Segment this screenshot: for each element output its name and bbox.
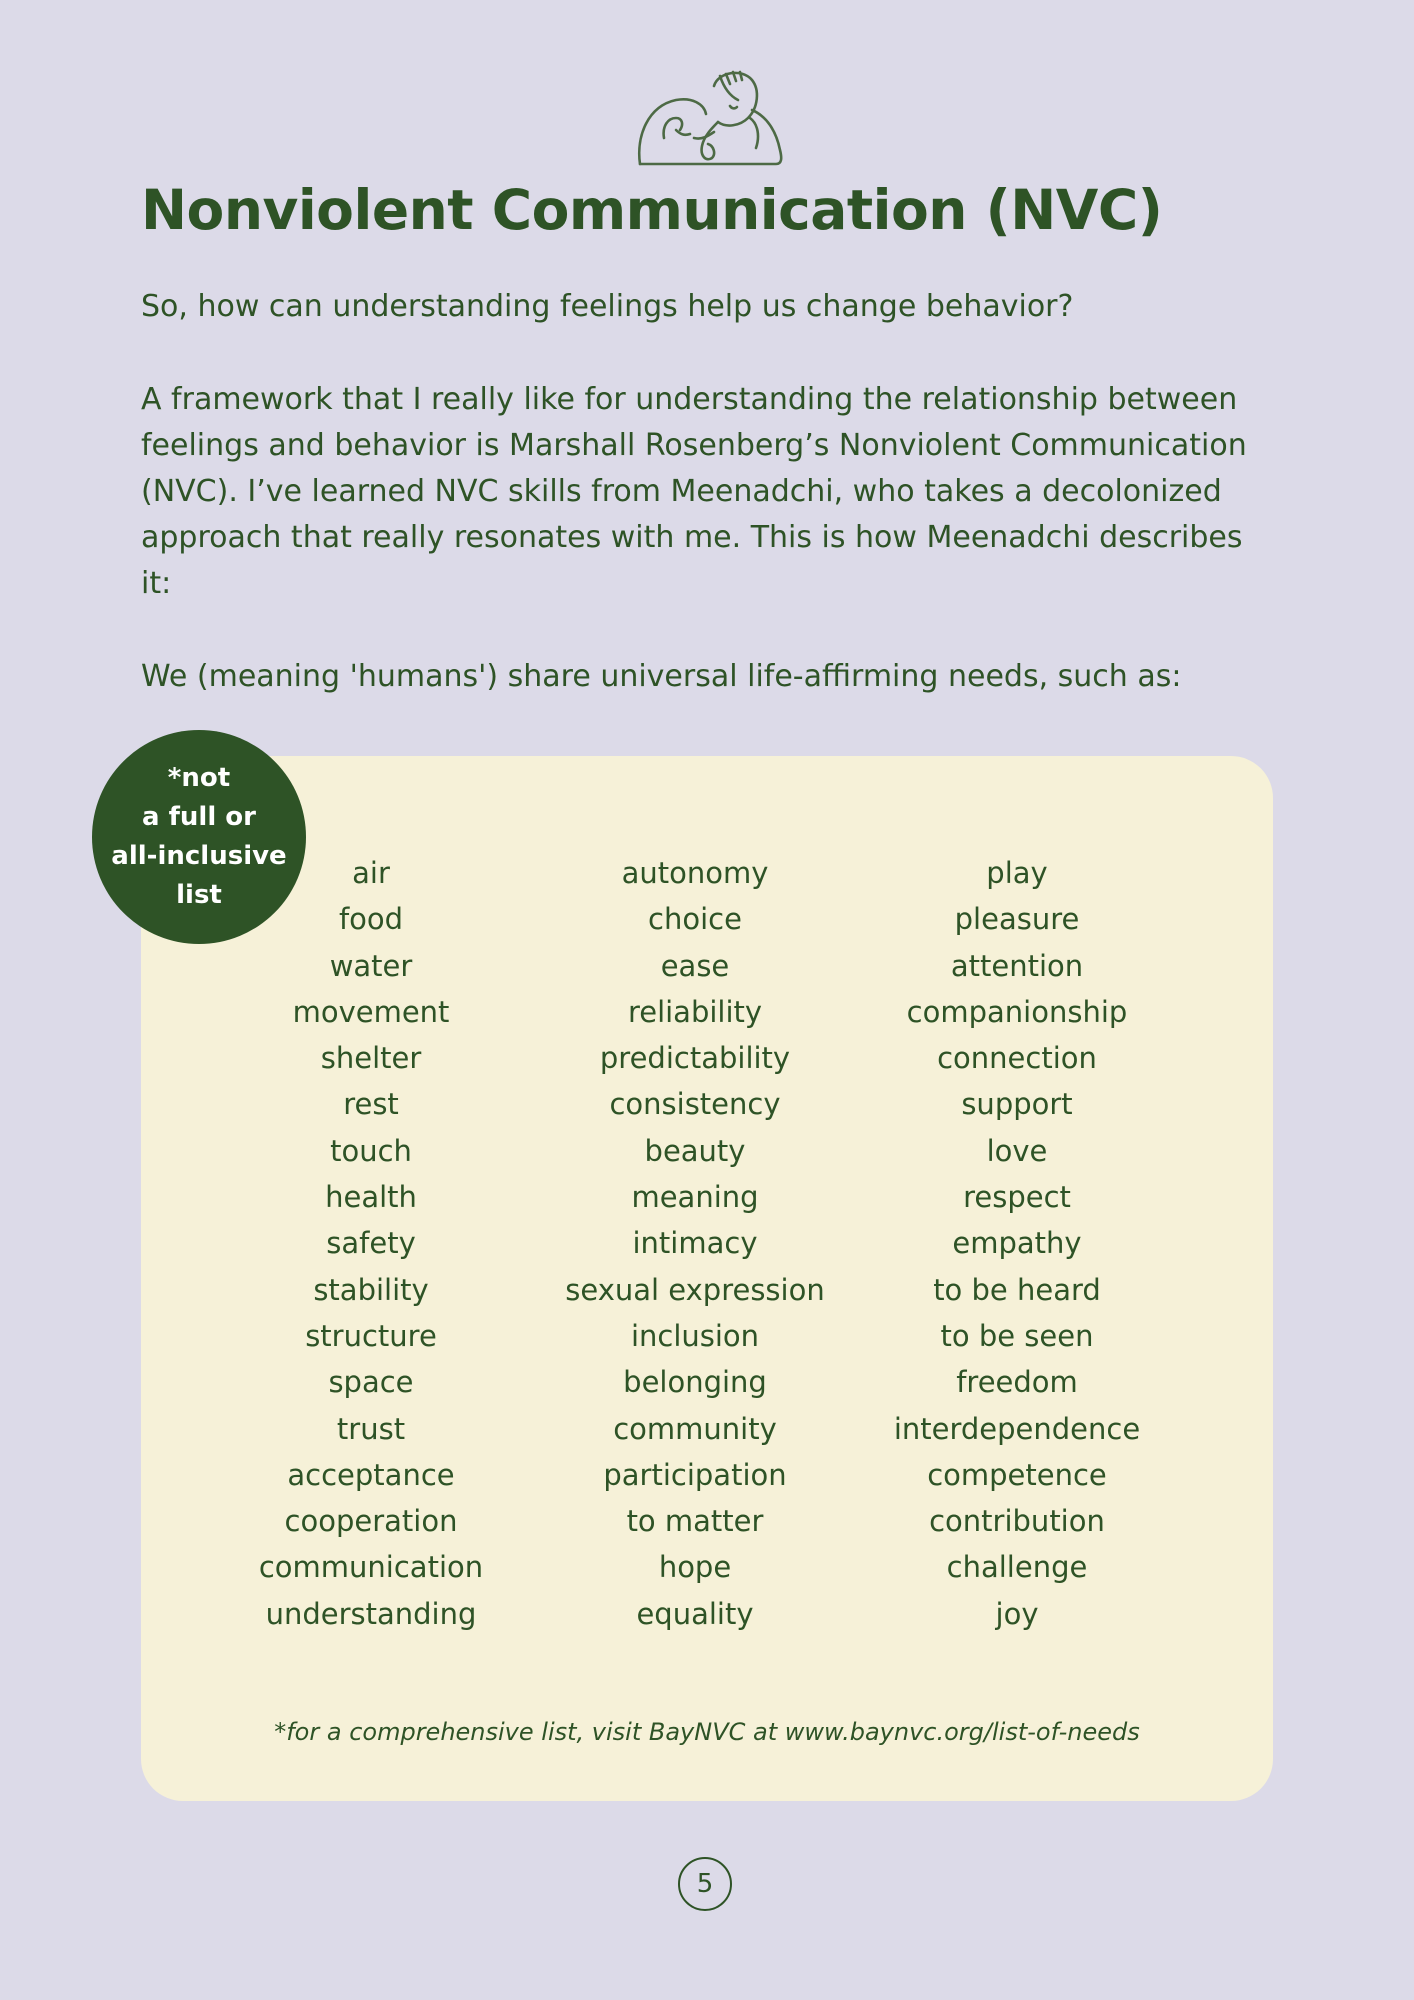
need-item: beauty [644, 1133, 746, 1168]
need-item: intimacy [632, 1226, 758, 1261]
intro-question: So, how can understanding feelings help us change behavior? [141, 289, 1074, 324]
need-item: communication [258, 1550, 484, 1585]
badge-line: list [176, 880, 222, 910]
need-item: movement [292, 994, 450, 1029]
badge-line: a full or [142, 802, 256, 832]
need-item: air [352, 856, 390, 890]
need-item: companionship [906, 994, 1128, 1029]
badge-line: all-inclusive [111, 841, 287, 871]
need-item: consistency [609, 1087, 781, 1122]
need-item: touch [330, 1133, 412, 1168]
need-item: pleasure [954, 902, 1080, 937]
need-item: to matter [626, 1504, 764, 1539]
need-item: trust [336, 1411, 406, 1446]
need-item: rest [343, 1087, 399, 1122]
need-item: to be seen [940, 1318, 1094, 1353]
page-title: Nonviolent Communication (NVC) [141, 178, 1163, 242]
need-item: stability [313, 1272, 429, 1307]
need-item: structure [305, 1318, 437, 1353]
need-item: interdependence [893, 1411, 1141, 1446]
need-item: predictability [599, 1041, 791, 1076]
need-item: equality [636, 1596, 754, 1631]
badge-text [111, 759, 286, 915]
need-item: meaning [631, 1180, 759, 1215]
need-item: reliability [627, 994, 763, 1029]
not-full-list-badge [92, 730, 306, 944]
need-item: empathy [952, 1226, 1082, 1261]
needs-column-3 [852, 850, 1182, 1637]
need-item: play [986, 856, 1048, 890]
needs-intro-text: We (meaning 'humans') share universal life-affirming needs, such as: [141, 659, 1182, 694]
need-item: freedom [956, 1365, 1078, 1400]
need-item: to be heard [933, 1272, 1101, 1307]
need-item: love [986, 1133, 1048, 1168]
needs-column-1 [206, 850, 536, 1637]
page-number: 5 [678, 1857, 732, 1911]
needs-column-2 [530, 850, 860, 1637]
need-item: inclusion [630, 1318, 760, 1353]
need-item: safety [326, 1226, 416, 1261]
need-item: competence [927, 1457, 1107, 1492]
need-item: community [613, 1411, 777, 1446]
need-item: sexual expression [565, 1272, 825, 1307]
need-item: attention [950, 948, 1084, 983]
need-item: cooperation [284, 1504, 458, 1539]
need-item: contribution [929, 1504, 1105, 1539]
need-item: support [961, 1087, 1073, 1122]
framework-paragraph: A framework that I really like for understanding the relationship between feelings and behavior is Marshall Rosenberg’s Nonviolent Communication (NVC). I’ve learned NVC skills from Meenadchi, who takes a decolonized approach that really resonates with me. This is how Meenadchi describes it: [141, 382, 1247, 601]
need-item: hope [658, 1550, 732, 1585]
need-item: challenge [946, 1550, 1088, 1585]
need-item: water [329, 948, 413, 983]
need-item: shelter [320, 1041, 422, 1076]
need-item: ease [660, 948, 730, 983]
need-item: health [325, 1180, 417, 1215]
need-item: choice [648, 902, 742, 937]
need-item: acceptance [287, 1457, 455, 1492]
need-item: space [328, 1365, 414, 1400]
needs-columns [141, 850, 1273, 1680]
need-item: understanding [265, 1596, 477, 1631]
need-item: participation [603, 1457, 787, 1492]
need-item: belonging [623, 1365, 767, 1400]
need-item: joy [995, 1596, 1039, 1631]
need-item: autonomy [621, 856, 769, 890]
need-item: respect [963, 1180, 1071, 1215]
needs-list-card [141, 756, 1273, 1801]
hugging-people-illustration-icon [634, 66, 784, 176]
need-item: food [338, 902, 404, 937]
need-item: connection [937, 1041, 1097, 1076]
badge-line: *not [167, 763, 231, 793]
needs-footnote: *for a comprehensive list, visit BayNVC at www.baynvc.org/list-of-needs [274, 1718, 1140, 1746]
